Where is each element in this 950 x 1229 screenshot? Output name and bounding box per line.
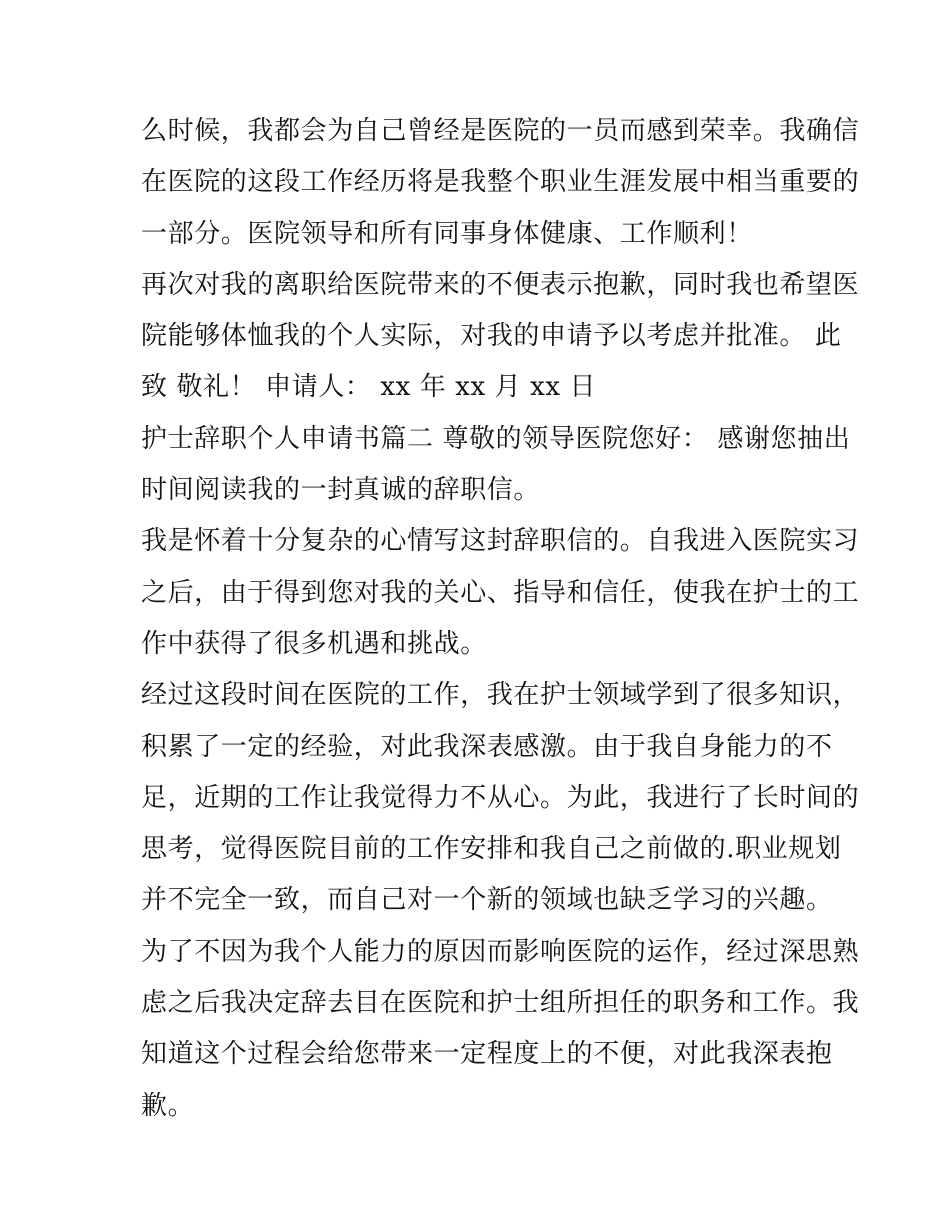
text-line-18: 虑之后我决定辞去目在医院和护士组所担任的职务和工作。我: [141, 988, 860, 1019]
text-line-17: 为了不因为我个人能力的原因而影响医院的运作，经过深思熟: [141, 936, 860, 967]
text-line-11: 作中获得了很多机遇和挑战。: [141, 628, 487, 659]
text-line-4: 再次对我的离职给医院带来的不便表示抱歉，同时我也希望医: [141, 269, 860, 300]
text-line-20: 歉。: [141, 1090, 195, 1121]
text-line-15: 思考，觉得医院目前的工作安排和我自己之前做的.职业规划: [141, 834, 842, 865]
text-line-16: 并不完全一致，而自己对一个新的领域也缺乏学习的兴趣。: [141, 885, 833, 916]
text-line-12: 经过这段时间在医院的工作，我在护士领域学到了很多知识，: [141, 680, 860, 711]
text-line-2: 在医院的这段工作经历将是我整个职业生涯发展中相当重要的: [141, 167, 860, 198]
text-line-1: 么时候，我都会为自己曾经是医院的一员而感到荣幸。我确信: [141, 116, 860, 146]
text-line-7: 护士辞职个人申请书篇二 尊敬的领导医院您好： 感谢您抽出: [141, 423, 851, 454]
text-line-8: 时间阅读我的一封真诚的辞职信。: [141, 475, 541, 506]
text-line-10: 之后，由于得到您对我的关心、指导和信任，使我在护士的工: [141, 577, 860, 608]
text-line-19: 知道这个过程会给您带来一定程度上的不便，对此我深表抱: [141, 1039, 833, 1070]
text-line-6: 致 敬礼！ 申请人： xx 年 xx 月 xx 日: [141, 372, 597, 403]
text-line-9: 我是怀着十分复杂的心情写这封辞职信的。自我进入医院实习: [141, 526, 860, 557]
text-line-14: 足，近期的工作让我觉得力不从心。为此，我进行了长时间的: [141, 782, 860, 813]
text-line-5: 院能够体恤我的个人实际，对我的申请予以考虑并批准。 此: [141, 321, 842, 352]
text-line-3: 一部分。医院领导和所有同事身体健康、工作顺利！: [141, 218, 753, 249]
document-body: [141, 106, 860, 1132]
text-line-13: 积累了一定的经验，对此我深表感激。由于我自身能力的不: [141, 731, 833, 762]
